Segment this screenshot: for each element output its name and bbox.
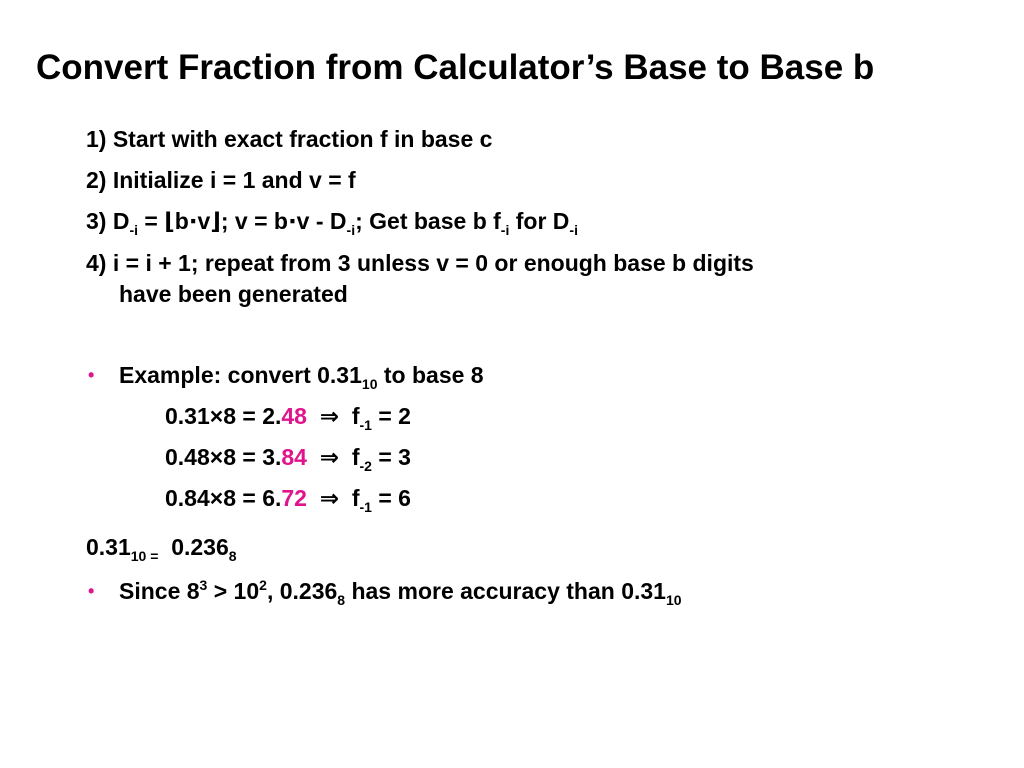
result-sub: 10 = xyxy=(130,548,159,564)
row-f: f xyxy=(351,485,360,511)
since-line xyxy=(119,577,682,608)
example-row-2 xyxy=(165,443,411,474)
result-text: 0.31 xyxy=(86,534,131,560)
step-3-text: b⋅v xyxy=(174,208,211,234)
row-f-sub: -1 xyxy=(359,499,372,515)
step-3-sub: -i xyxy=(500,222,510,238)
example-intro-text: to base 8 xyxy=(377,362,484,388)
example-row-3 xyxy=(165,484,411,515)
since-text: , 0.236 xyxy=(266,578,338,604)
row-f-sub: -1 xyxy=(359,417,372,433)
row-rhs: = 3 xyxy=(371,444,411,470)
row-f: f xyxy=(351,444,360,470)
step-3-sub: -i xyxy=(129,222,139,238)
example-intro xyxy=(119,361,484,392)
example-intro-sub: 10 xyxy=(361,376,378,392)
floor-right-bracket: ⌋ xyxy=(210,208,221,234)
row-f: f xyxy=(351,403,360,429)
since-text: has more accuracy than 0.31 xyxy=(345,578,666,604)
result-sub: 8 xyxy=(228,548,237,564)
since-sub: 10 xyxy=(665,592,682,608)
row-lhs: 0.84×8 = 6. xyxy=(165,485,282,511)
row-remainder: 72 xyxy=(281,485,307,511)
step-3-text: = xyxy=(138,208,165,234)
step-3-text: 3) D xyxy=(86,208,130,234)
since-text: Since 8 xyxy=(119,578,200,604)
example-row-1 xyxy=(165,402,411,433)
step-3-sub: -i xyxy=(569,222,578,238)
row-rhs: = 2 xyxy=(371,403,411,429)
row-f-sub: -2 xyxy=(359,458,372,474)
implies-arrow-icon: ⇒ xyxy=(319,485,340,511)
bullet-icon: • xyxy=(88,581,95,601)
floor-left-bracket: ⌊ xyxy=(164,208,175,234)
step-3-text: ; v = b⋅v - D xyxy=(220,208,347,234)
since-sup: 2 xyxy=(259,577,267,593)
row-rhs: = 6 xyxy=(371,485,411,511)
result-line xyxy=(86,533,237,564)
implies-arrow-icon: ⇒ xyxy=(319,403,340,429)
result-text: 0.236 xyxy=(171,534,229,560)
bullet-icon: • xyxy=(88,365,95,385)
example-intro-text: Example: convert 0.31 xyxy=(119,362,362,388)
step-1: 1) Start with exact fraction f in base c xyxy=(86,126,493,152)
since-text: > 10 xyxy=(207,578,260,604)
row-remainder: 48 xyxy=(281,403,307,429)
row-lhs: 0.48×8 = 3. xyxy=(165,444,282,470)
row-remainder: 84 xyxy=(281,444,307,470)
step-3-text: ; Get base b f xyxy=(355,208,501,234)
step-3-sub: -i xyxy=(346,222,356,238)
step-4-line-1: 4) i = i + 1; repeat from 3 unless v = 0 or enough base b digits xyxy=(86,250,754,276)
slide-title: Convert Fraction from Calculator’s Base to Base b xyxy=(36,48,875,87)
since-sub: 8 xyxy=(337,592,346,608)
step-2: 2) Initialize i = 1 and v = f xyxy=(86,167,356,193)
implies-arrow-icon: ⇒ xyxy=(319,444,340,470)
step-3 xyxy=(86,207,578,238)
step-4-line-2: have been generated xyxy=(119,281,348,307)
since-sup: 3 xyxy=(199,577,208,593)
step-3-text: for D xyxy=(509,208,570,234)
row-lhs: 0.31×8 = 2. xyxy=(165,403,282,429)
